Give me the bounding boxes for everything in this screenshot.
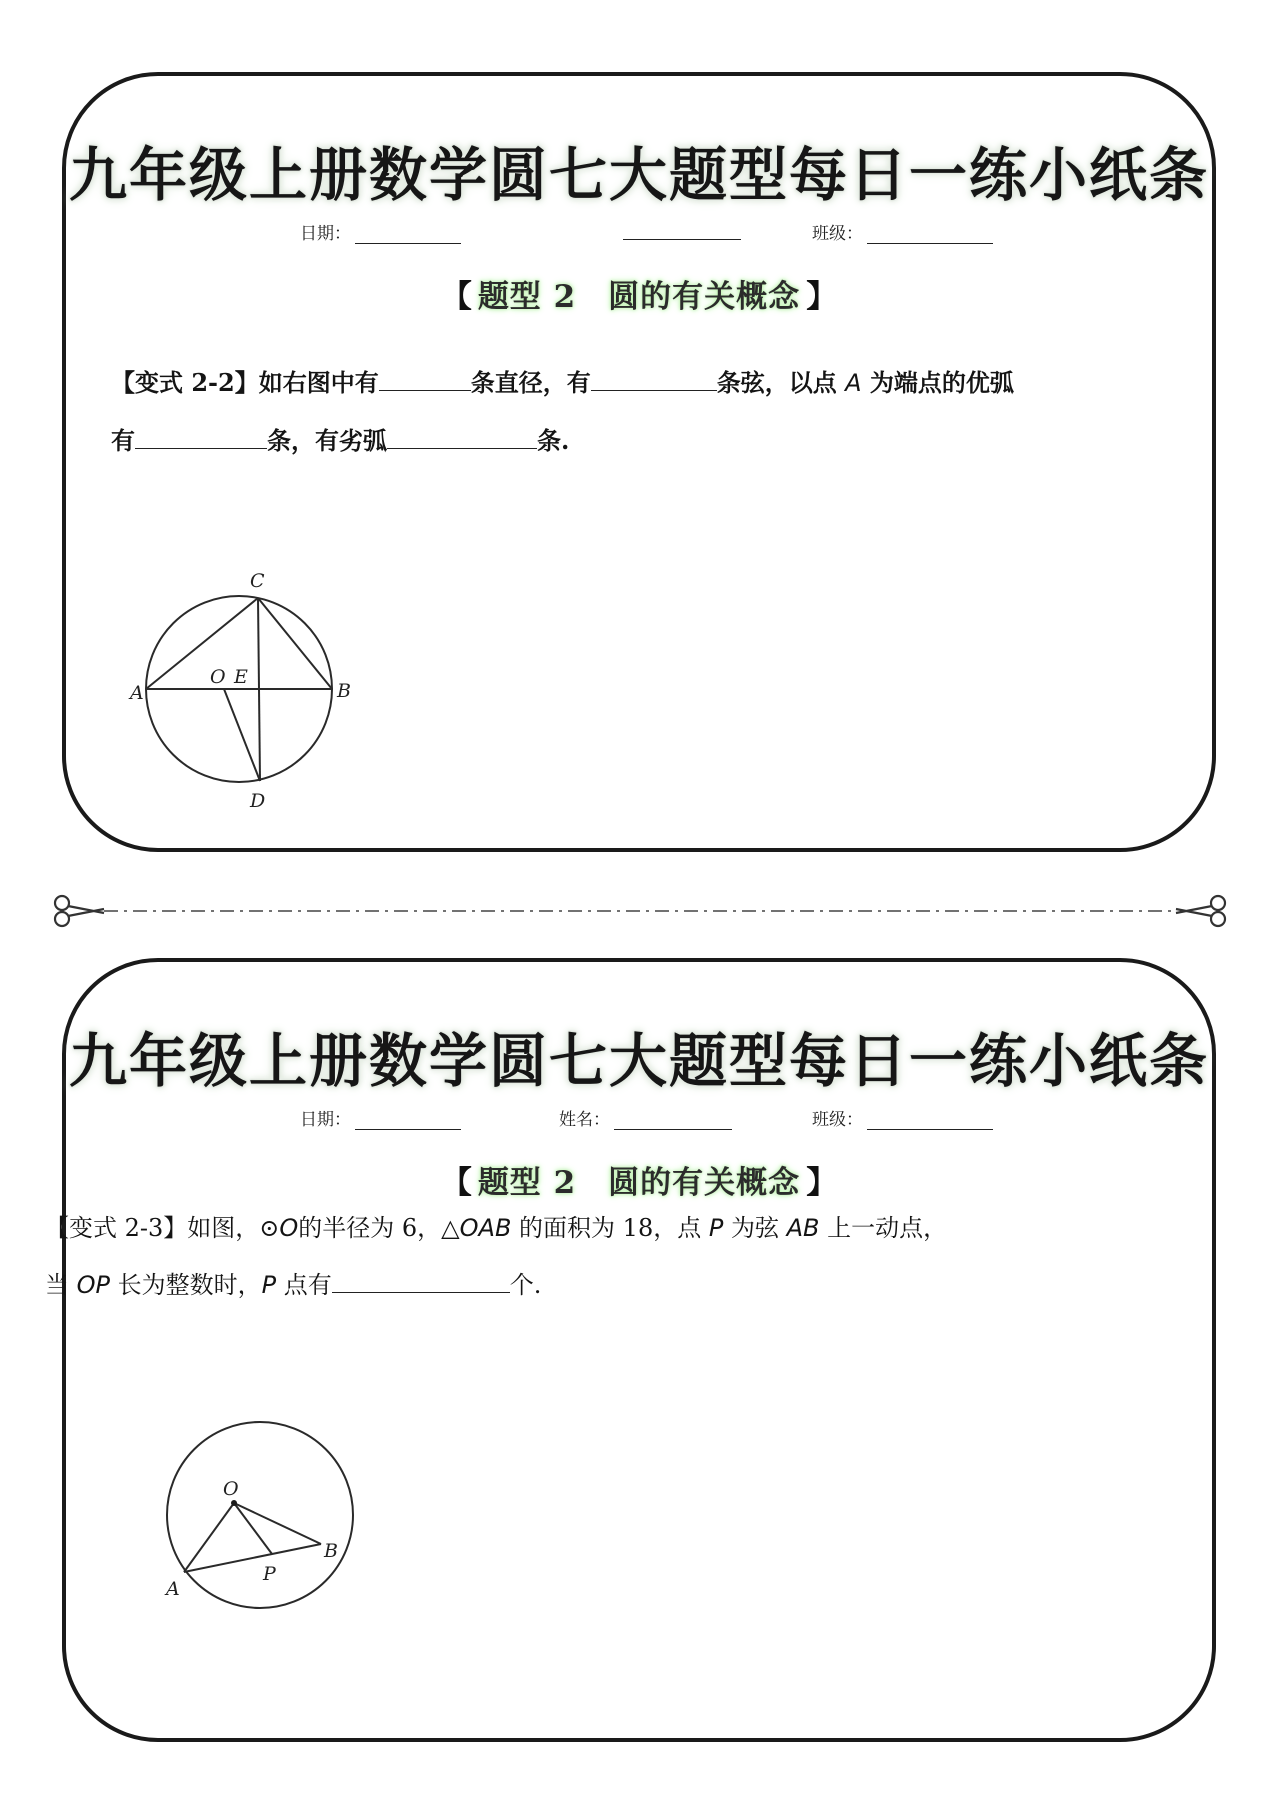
question-text: 当 [45,1271,77,1299]
class-label: 班级： [812,1110,863,1130]
class-field[interactable] [812,1105,993,1130]
card-title: 九年级上册数学圆七大题型每日一练小纸条 [68,1027,1209,1095]
question-text: 的面积为 18，点 [511,1214,709,1242]
card-title: 九年级上册数学圆七大题型每日一练小纸条 [68,141,1209,209]
label-o: O [210,666,226,688]
class-field[interactable] [812,219,993,244]
point-label: P [708,1214,724,1242]
question-text: 条，有劣弧 [267,426,387,455]
info-row [66,219,1212,245]
question-text: 上一动点， [819,1214,948,1242]
question-text: 如右图中有 [258,368,379,397]
triangle-name: OAB [459,1214,512,1242]
bracket-close: 】 [806,1165,838,1201]
answer-blank-count[interactable] [332,1264,510,1293]
class-blank[interactable] [867,223,993,244]
class-blank[interactable] [867,1109,993,1130]
label-a: A [166,1578,180,1600]
label-c: C [250,570,265,592]
class-label: 班级： [812,224,863,244]
question-text: 个. [509,1271,542,1299]
question-text: 如图，⊙ [187,1214,280,1242]
scissors-icon [1176,896,1225,926]
date-blank[interactable] [355,223,461,244]
circle-name: O [279,1214,299,1242]
label-e: E [234,666,248,688]
question-text: 有 [111,426,135,455]
segment-od [224,689,260,781]
question-text: 的半径为 6，△ [298,1214,460,1242]
section-title-text: 题型 2 圆的有关概念 [477,279,801,315]
question-tag: 【变式 2-2】 [111,368,259,397]
name-blank[interactable] [614,1109,732,1130]
question-text: 为端点的优弧 [861,368,1014,397]
segment-name: OP [76,1271,111,1299]
date-label: 日期： [300,1110,351,1130]
bracket-open: 【 [440,1165,472,1201]
question-text: 条直径，有 [470,368,591,397]
label-a: A [130,682,144,704]
date-blank[interactable] [355,1109,461,1130]
info-row [66,1105,1212,1131]
chord-ab [184,1544,321,1572]
segment-ob [234,1503,321,1544]
question-tag: 【变式 2-3】 [45,1214,188,1242]
label-p: P [263,1563,276,1585]
question-text: 长为整数时， [110,1271,262,1299]
point-label: A [845,369,862,397]
date-field[interactable] [300,219,461,244]
question-2-2 [111,354,1182,469]
answer-blank-diameters[interactable] [379,362,471,391]
cut-line [0,885,1280,935]
label-b: B [337,680,351,702]
name-field[interactable] [559,1105,732,1130]
circle-figure-2 [150,1405,390,1639]
section-title [66,1157,1212,1202]
section-title [66,271,1212,316]
point-label: P [261,1271,277,1299]
chord-cd [258,598,260,781]
bracket-close: 】 [806,279,838,315]
center-point [231,1500,237,1506]
bracket-open: 【 [440,279,472,315]
answer-blank-major-arcs[interactable] [135,420,267,449]
circle-figure-1 [130,531,444,855]
label-b: B [324,1540,338,1562]
question-text: 条弦，以点 [716,368,846,397]
question-text: 点有 [276,1271,332,1299]
answer-blank-minor-arcs[interactable] [387,420,537,449]
segment-oa [184,1503,234,1572]
name-label: 姓名： [559,1110,610,1130]
label-d: D [250,790,266,812]
scissors-icon [55,896,104,926]
date-label: 日期： [300,224,351,244]
question-text: 为弦 [723,1214,787,1242]
name-blank[interactable] [623,219,741,240]
section-title-text: 题型 2 圆的有关概念 [477,1165,801,1201]
answer-blank-chords[interactable] [591,362,717,391]
segment-op [234,1503,272,1554]
question-text: 条. [537,426,570,455]
name-field[interactable] [623,219,741,240]
label-o: O [223,1478,239,1500]
chord-name: AB [786,1214,820,1242]
practice-card-1 [62,72,1216,852]
date-field[interactable] [300,1105,461,1130]
question-2-3 [45,1200,1250,1314]
